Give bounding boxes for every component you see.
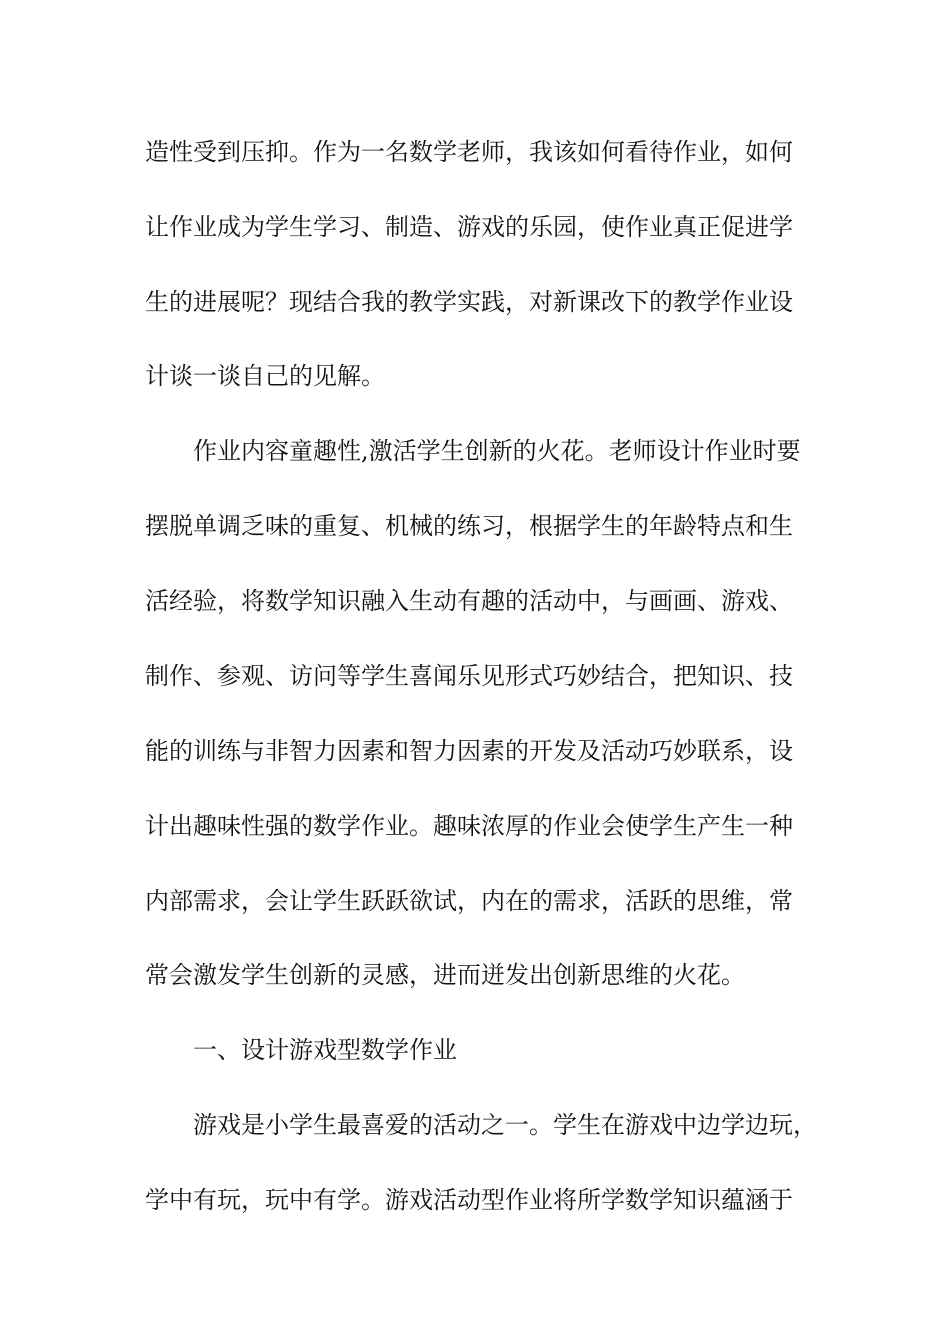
paragraph-line: 活经验，将数学知识融入生动有趣的活动中，与画画、游戏、 [145, 587, 793, 615]
paragraph-line: 生的进展呢？现结合我的教学实践，对新课改下的教学作业设 [145, 288, 793, 316]
paragraph-line: 内部需求，会让学生跃跃欲试，内在的需求，活跃的思维，常 [145, 887, 793, 915]
paragraph-line: 作业内容童趣性,激活学生创新的火花。老师设计作业时要 [193, 437, 801, 465]
paragraph-line: 游戏是小学生最喜爱的活动之一。学生在游戏中边学边玩， [193, 1111, 817, 1139]
paragraph-line: 造性受到压抑。作为一名数学老师，我该如何看待作业，如何 [145, 138, 793, 166]
section-heading: 一、设计游戏型数学作业 [193, 1036, 457, 1064]
paragraph-line: 常会激发学生创新的灵感，进而迸发出创新思维的火花。 [145, 961, 745, 989]
paragraph-line: 让作业成为学生学习、制造、游戏的乐园，使作业真正促进学 [145, 213, 793, 241]
paragraph-line: 能的训练与非智力因素和智力因素的开发及活动巧妙联系，设 [145, 737, 793, 765]
paragraph-line: 学中有玩，玩中有学。游戏活动型作业将所学数学知识蕴涵于 [145, 1186, 793, 1214]
paragraph-line: 摆脱单调乏味的重复、机械的练习，根据学生的年龄特点和生 [145, 512, 793, 540]
paragraph-line: 计谈一谈自己的见解。 [145, 362, 385, 390]
paragraph-line: 计出趣味性强的数学作业。趣味浓厚的作业会使学生产生一种 [145, 812, 793, 840]
paragraph-line: 制作、参观、访问等学生喜闻乐见形式巧妙结合，把知识、技 [145, 662, 793, 690]
